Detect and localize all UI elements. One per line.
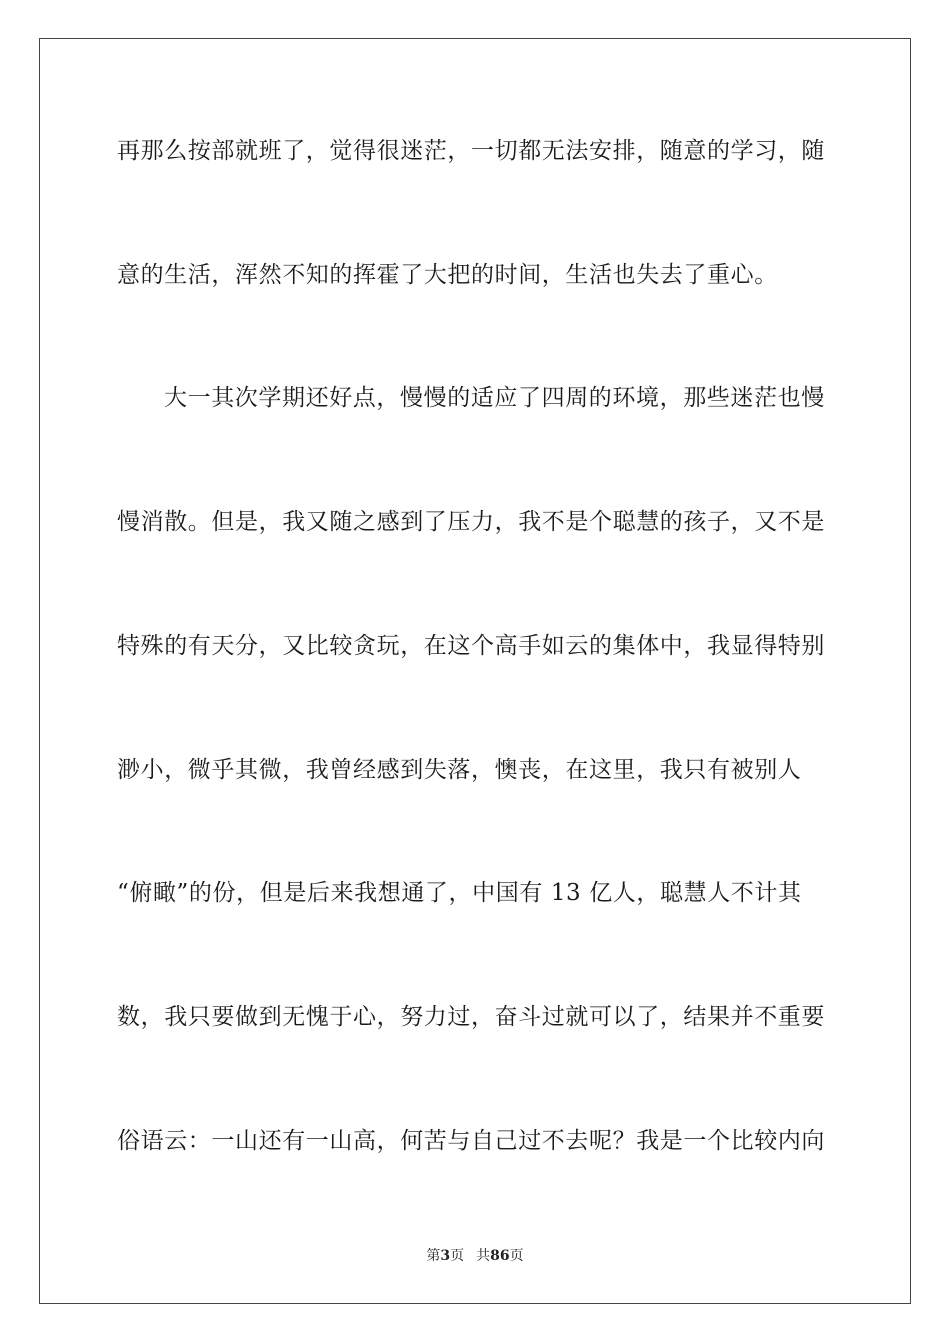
current-page-number: 3 <box>440 1248 451 1264</box>
body-text-line: 再那么按部就班了，觉得很迷茫，一切都无法安排，随意的学习，随 <box>117 138 825 164</box>
body-text-line: 数，我只要做到无愧于心，努力过，奋斗过就可以了，结果并不重要 <box>117 1004 825 1030</box>
body-text-line: “俯瞰”的份，但是后来我想通了，中国有 13 亿人，聪慧人不计其 <box>117 880 802 906</box>
paragraph-start-line: 大一其次学期还好点，慢慢的适应了四周的环境，那些迷茫也慢 <box>164 385 825 411</box>
total-page-count: 86 <box>490 1248 510 1264</box>
body-text-line: 意的生活，浑然不知的挥霍了大把的时间，生活也失去了重心。 <box>117 262 778 288</box>
body-text-line: 俗语云：一山还有一山高，何苦与自己过不去呢？我是一个比较内向 <box>117 1128 825 1154</box>
body-text-line: 特殊的有天分，又比较贪玩，在这个高手如云的集体中，我显得特别 <box>117 633 825 659</box>
body-text-line: 渺小，微乎其微，我曾经感到失落，懊丧，在这里，我只有被别人 <box>117 757 802 783</box>
total-label-suffix: 页 <box>509 1248 524 1264</box>
page-label-prefix: 第 <box>426 1248 441 1264</box>
total-label-prefix: 共 <box>476 1248 491 1264</box>
page-border <box>39 38 911 1304</box>
page-footer <box>0 1247 950 1265</box>
body-text-line: 慢消散。但是，我又随之感到了压力，我不是个聪慧的孩子，又不是 <box>117 509 825 535</box>
page-label-suffix: 页 <box>450 1248 465 1264</box>
